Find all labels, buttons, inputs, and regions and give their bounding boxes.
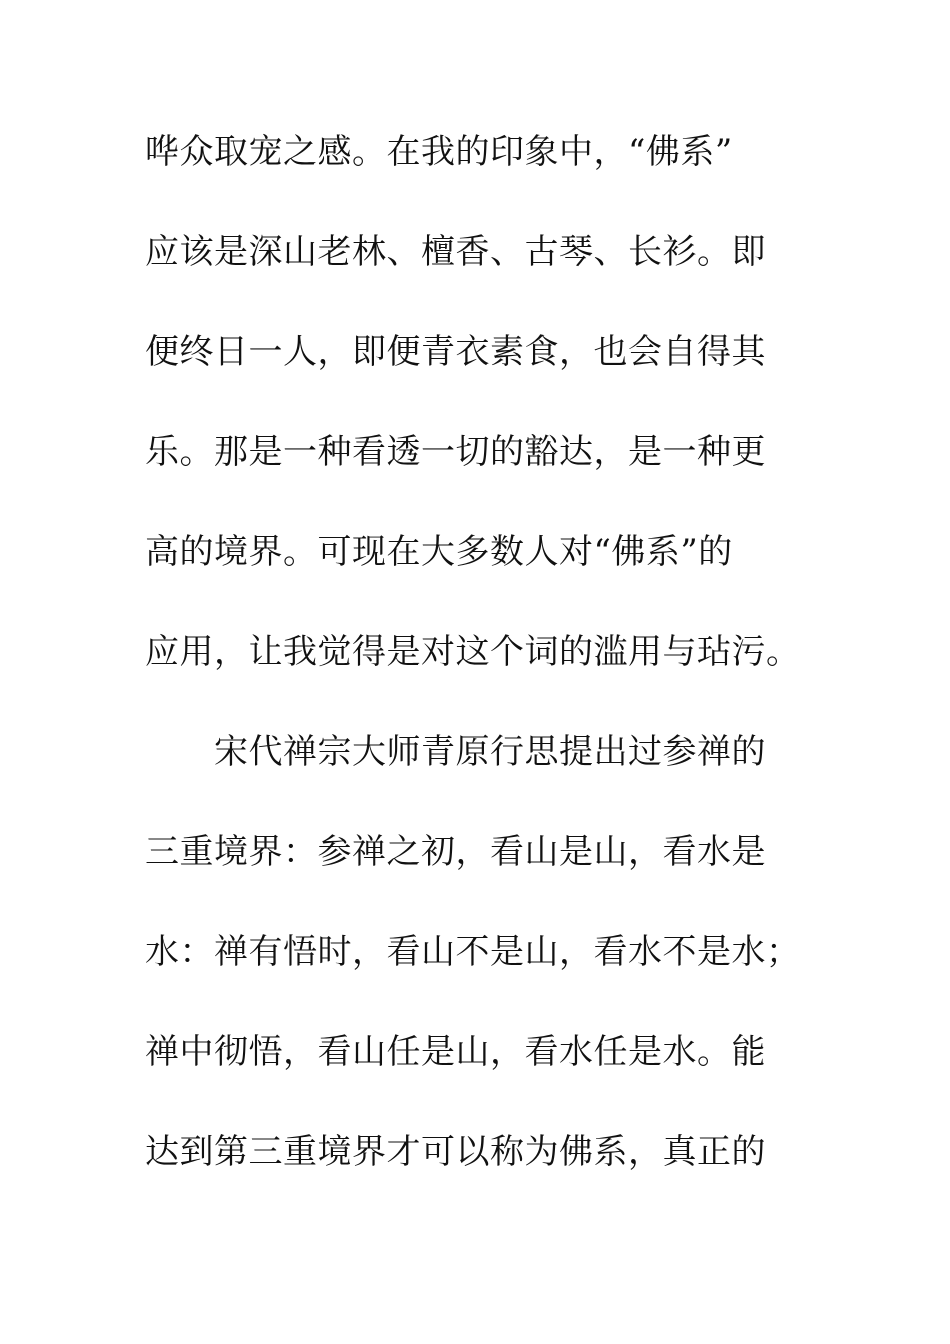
- text-line: 哗众取宠之感。在我的印象中，“佛系”: [145, 132, 733, 172]
- body-text: [145, 122, 805, 1222]
- text-line: 三重境界：参禅之初，看山是山，看水是: [145, 832, 766, 872]
- text-line: 禅中彻悟，看山任是山，看水任是水。能: [145, 1032, 766, 1072]
- text-line: 水：禅有悟时，看山不是山，看水不是水；: [145, 932, 801, 972]
- text-line: 便终日一人，即便青衣素食，也会自得其: [145, 332, 766, 372]
- paragraph-start-line: 宋代禅宗大师青原行思提出过参禅的: [214, 732, 766, 772]
- text-line: 乐。那是一种看透一切的豁达，是一种更: [145, 432, 766, 472]
- text-line: 达到第三重境界才可以称为佛系，真正的: [145, 1132, 766, 1172]
- text-line: 应该是深山老林、檀香、古琴、长衫。即: [145, 232, 766, 272]
- text-line: 应用，让我觉得是对这个词的滥用与玷污。: [145, 632, 801, 672]
- text-line: 高的境界。可现在大多数人对“佛系”的: [145, 532, 733, 572]
